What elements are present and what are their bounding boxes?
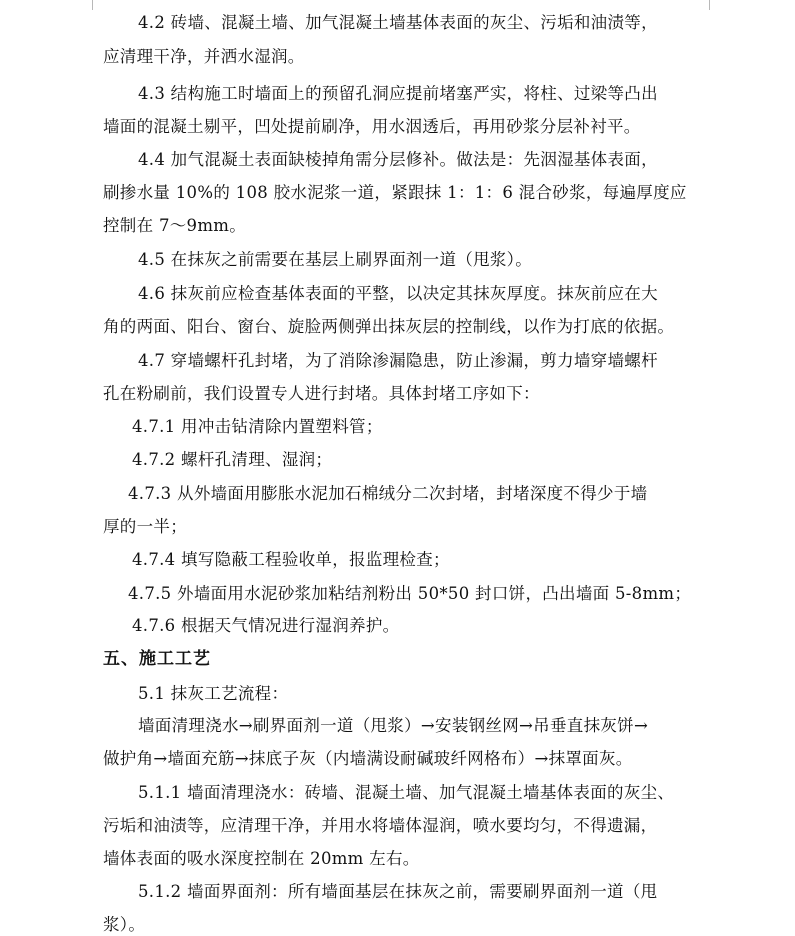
- text-line: 刷掺水量 10%的 108 胶水泥浆一道，紧跟抹 1：1：6 混合砂浆，每遍厚度应: [103, 183, 687, 202]
- text-line: 5.1.2 墙面界面剂：所有墙面基层在抹灰之前，需要刷界面剂一道（甩: [138, 882, 658, 901]
- text-line: 4.7.4 填写隐蔽工程验收单，报监理检查；: [132, 550, 450, 569]
- text-line: 污垢和油渍等，应清理干净，并用水将墙体湿润，喷水要均匀，不得遗漏，: [103, 816, 658, 835]
- text-line: 5.1 抹灰工艺流程：: [138, 684, 289, 703]
- text-line: 4.7.5 外墙面用水泥砂浆加粘结剂粉出 50*50 封口饼，凸出墙面 5-8mm；: [128, 584, 692, 603]
- text-line: 墙面的混凝土剔平，凹处提前刷净，用水洇透后，再用砂浆分层补衬平。: [103, 117, 641, 136]
- text-line: 4.2 砖墙、混凝土墙、加气混凝土墙基体表面的灰尘、污垢和油渍等，: [138, 13, 658, 32]
- text-line: 4.3 结构施工时墙面上的预留孔洞应提前堵塞严实，将柱、过梁等凸出: [138, 84, 658, 103]
- text-line: 墙体表面的吸水深度控制在 20mm 左右。: [103, 849, 420, 868]
- section-heading: 五、施工工艺: [103, 649, 211, 669]
- text-line: 4.7.2 螺杆孔清理、湿润；: [132, 450, 333, 469]
- text-line: 5.1.1 墙面清理浇水：砖墙、混凝土墙、加气混凝土墙基体表面的灰尘、: [138, 783, 675, 802]
- text-line: 4.5 在抹灰之前需要在基层上刷界面剂一道（甩浆）。: [138, 250, 533, 269]
- text-line: 4.4 加气混凝土表面缺棱掉角需分层修补。做法是：先洇湿基体表面，: [138, 150, 658, 169]
- text-line: 墙面清理浇水→刷界面剂一道（甩浆）→安装钢丝网→吊垂直抹灰饼→: [138, 716, 649, 735]
- text-line: 控制在 7～9mm。: [103, 216, 247, 235]
- text-line: 浆）。: [103, 915, 146, 934]
- text-line: 4.7.1 用冲击钻清除内置塑料管；: [132, 417, 383, 436]
- text-line: 4.7.6 根据天气情况进行湿润养护。: [132, 616, 400, 635]
- text-line: 做护角→墙面充筋→抹底子灰（内墙满设耐碱玻纤网格布）→抹罩面灰。: [103, 749, 633, 768]
- text-line: 应清理干净，并洒水湿润。: [103, 47, 305, 66]
- text-line: 厚的一半；: [103, 517, 187, 536]
- text-line: 角的两面、阳台、窗台、旋脸两侧弹出抹灰层的控制线，以作为打底的依据。: [103, 317, 675, 336]
- text-line: 4.7 穿墙螺杆孔封堵，为了消除渗漏隐患，防止渗漏，剪力墙穿墙螺杆: [138, 351, 658, 370]
- text-line: 4.6 抹灰前应检查基体表面的平整，以决定其抹灰厚度。抹灰前应在大: [138, 284, 658, 303]
- text-line: 孔在粉刷前，我们设置专人进行封堵。具体封堵工序如下：: [103, 384, 540, 403]
- text-line: 4.7.3 从外墙面用膨胀水泥加石棉绒分二次封堵，封堵深度不得少于墙: [128, 484, 648, 503]
